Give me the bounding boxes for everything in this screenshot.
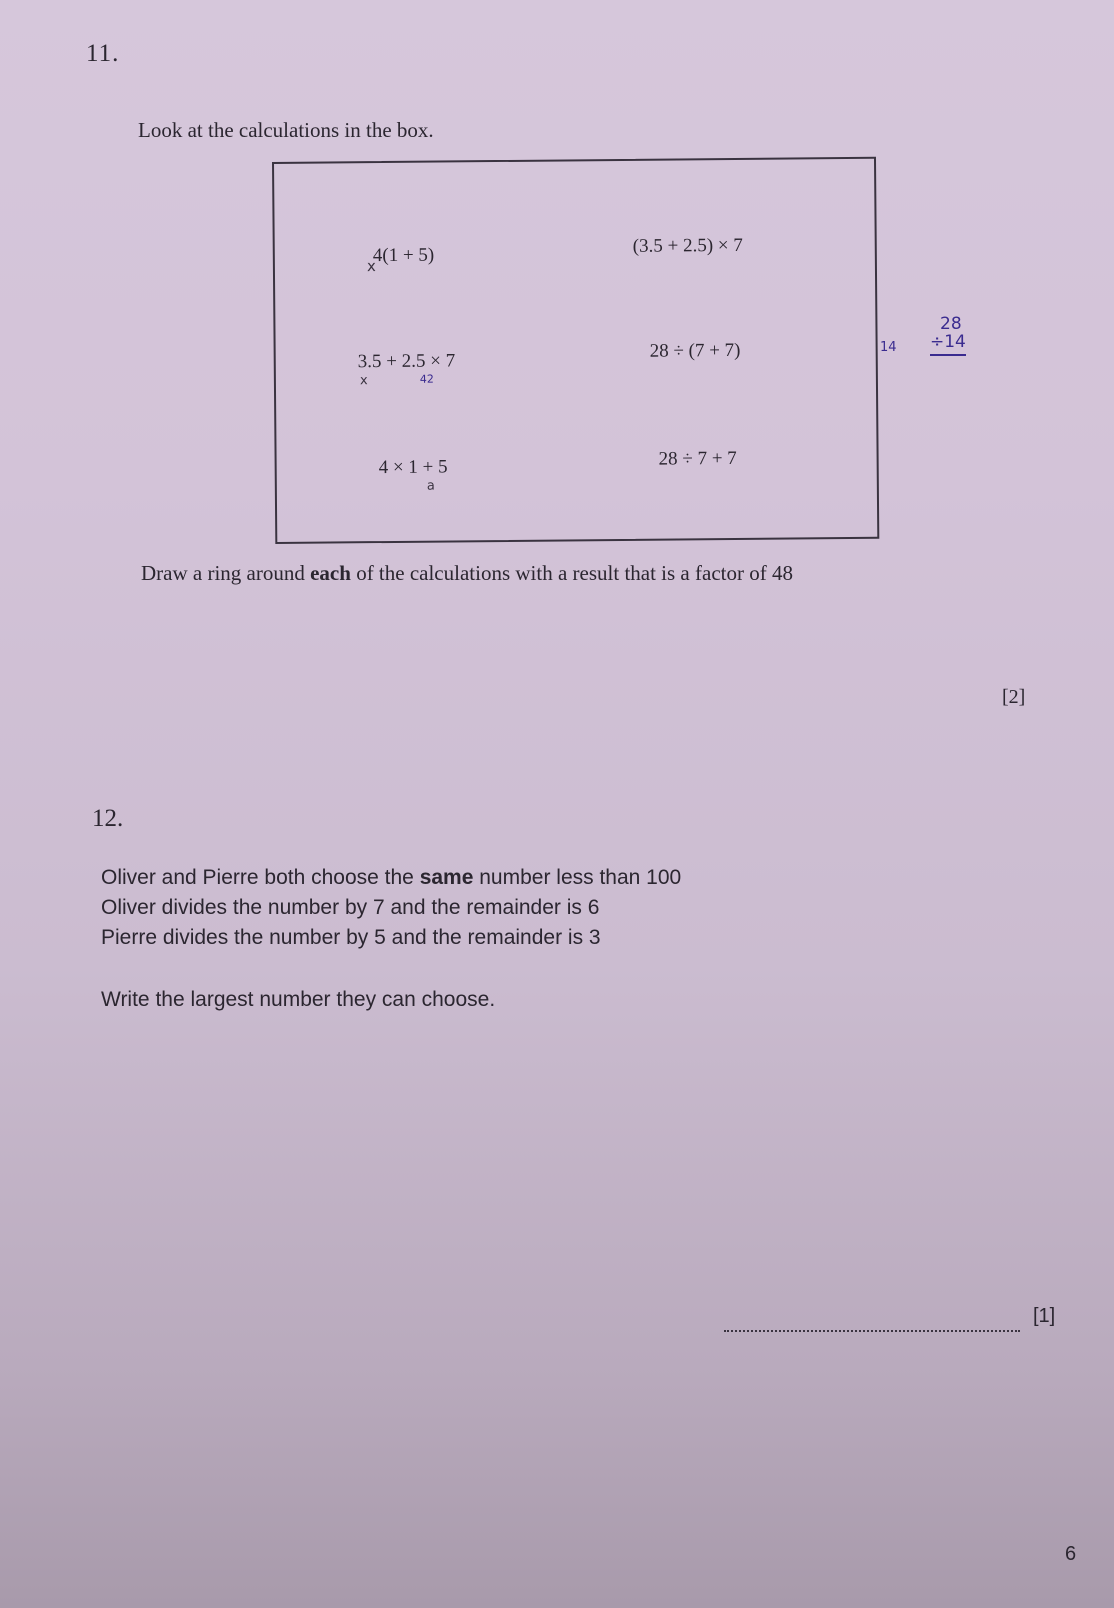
question-12-number: 12. (92, 805, 124, 832)
calculation-1[interactable]: 4(1 + 5) (372, 244, 435, 267)
handwritten-42: 42 (419, 372, 434, 386)
handwritten-14: 14 (880, 340, 897, 355)
answer-line[interactable] (724, 1330, 1020, 1332)
question-12-line-2: Oliver divides the number by 7 and the remainder is 6 (101, 896, 600, 919)
handwritten-x-mark: x (359, 373, 368, 389)
handwritten-divide-14: ÷14 (930, 332, 966, 356)
calculation-5[interactable]: 4 × 1 + 5 (378, 456, 448, 479)
calculation-6[interactable]: 28 ÷ 7 + 7 (658, 447, 737, 470)
calculation-3[interactable]: 3.5 + 2.5 × 7 (357, 350, 456, 373)
question-12-prompt: Write the largest number they can choose. (101, 988, 496, 1011)
handwritten-a-mark: a (426, 478, 435, 494)
question-11-number: 11. (86, 40, 120, 67)
question-11-intro: Look at the calculations in the box. (138, 118, 434, 142)
question-12-line-3: Pierre divides the number by 5 and the remainder is 3 (101, 926, 601, 949)
calculations-box (272, 157, 879, 544)
handwritten-cross-mark: x (366, 257, 376, 276)
question-11-instruction: Draw a ring around each of the calculations with a result that is a factor of 48 (141, 561, 793, 585)
calculation-4[interactable]: 28 ÷ (7 + 7) (649, 339, 741, 362)
handwritten-28: 28 (940, 314, 962, 334)
calculation-2[interactable]: (3.5 + 2.5) × 7 (632, 234, 743, 257)
page-number: 6 (1065, 1543, 1077, 1565)
question-12-line-1: Oliver and Pierre both choose the same number less than 100 (101, 866, 682, 889)
question-11-marks: [2] (1002, 686, 1026, 708)
question-12-marks: [1] (1033, 1305, 1056, 1327)
